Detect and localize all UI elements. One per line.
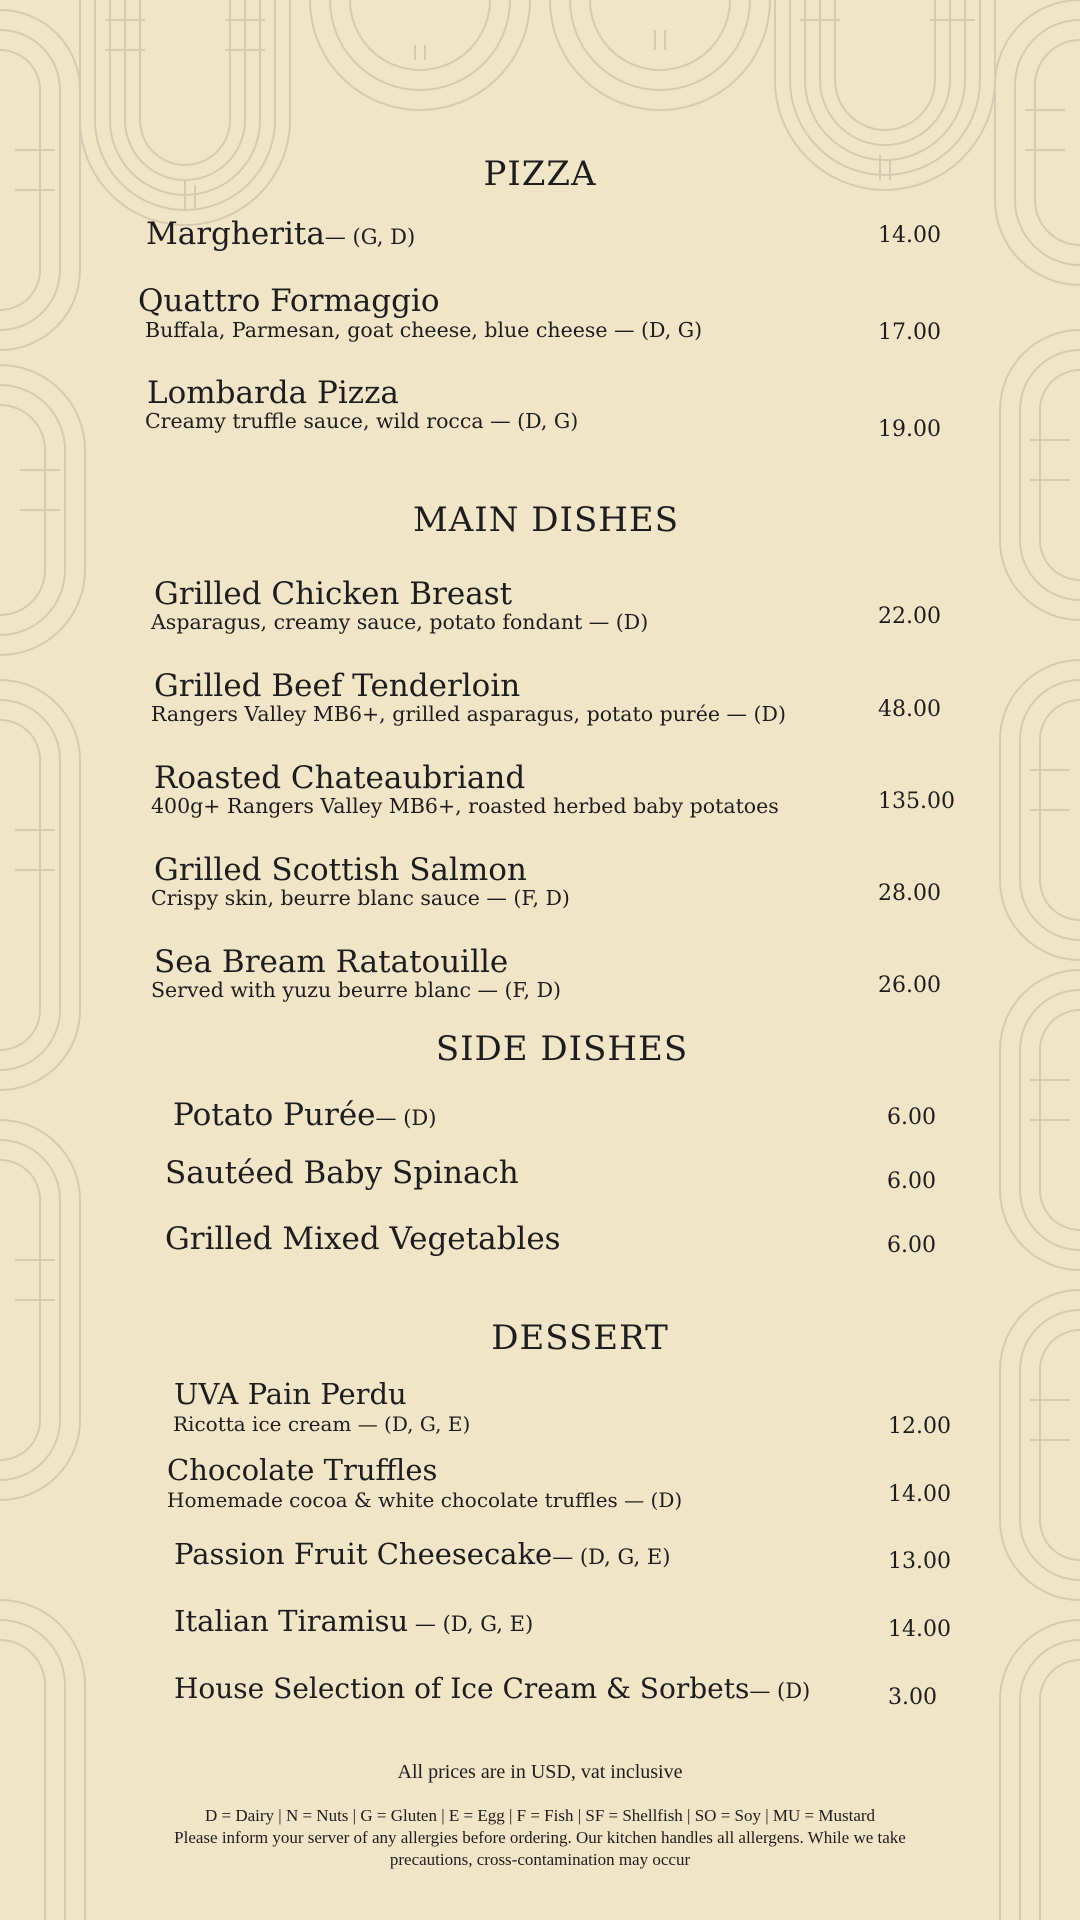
menu-item-name: House Selection of Ice Cream & Sorbets— (D)	[174, 1672, 811, 1705]
allergen-tag: — (D, G, E)	[408, 1612, 534, 1636]
menu-item-name: UVA Pain Perdu	[174, 1377, 407, 1411]
menu-item-description: 400g+ Rangers Valley MB6+, roasted herbed baby potatoes	[151, 794, 779, 818]
menu-item-name: Grilled Mixed Vegetables	[165, 1221, 561, 1257]
menu-item-description: Buffala, Parmesan, goat cheese, blue cheese — (D, G)	[145, 318, 703, 342]
menu-item-name: Potato Purée— (D)	[173, 1097, 437, 1133]
allergen-tag: — (D)	[375, 1106, 437, 1130]
menu-item-description: Crispy skin, beurre blanc sauce — (F, D)	[151, 886, 570, 910]
allergy-notice-line-2: precautions, cross-contamination may occur	[389, 1850, 691, 1869]
menu-item-description: Ricotta ice cream — (D, G, E)	[173, 1412, 471, 1436]
menu-item-price: 14.00	[888, 1617, 951, 1642]
menu-item-price: 17.00	[878, 320, 941, 345]
allergen-tag: — (D)	[749, 1679, 811, 1703]
menu-item-price: 13.00	[888, 1549, 951, 1574]
section-heading-dessert: DESSERT	[491, 1318, 669, 1358]
allergen-legend: D = Dairy | N = Nuts | G = Gluten | E = Egg | F = Fish | SF = Shellfish | SO = Soy | MU = Mustard	[204, 1806, 876, 1825]
menu-item-name: Italian Tiramisu — (D, G, E)	[174, 1604, 534, 1638]
menu-item-price: 28.00	[878, 881, 941, 906]
menu-item-name: Margherita— (G, D)	[146, 216, 416, 252]
menu-item-price: 14.00	[888, 1482, 951, 1507]
allergen-tag: — (D, G, E)	[552, 1545, 671, 1569]
allergen-tag: — (G, D)	[324, 225, 416, 249]
menu-item-name: Passion Fruit Cheesecake— (D, G, E)	[174, 1537, 671, 1571]
menu-item-price: 19.00	[878, 417, 941, 442]
menu-item-name: Lombarda Pizza	[147, 375, 399, 411]
menu-item-price: 22.00	[878, 604, 941, 629]
menu-item-price: 6.00	[887, 1169, 936, 1194]
section-heading-main-dishes: MAIN DISHES	[412, 500, 680, 540]
menu-item-price: 12.00	[888, 1414, 951, 1439]
menu-item-price: 14.00	[878, 223, 941, 248]
menu-item-name: Chocolate Truffles	[167, 1453, 438, 1487]
menu-item-name: Roasted Chateaubriand	[154, 760, 526, 796]
menu-item-price: 6.00	[887, 1233, 936, 1258]
menu-item-name: Sea Bream Ratatouille	[154, 944, 509, 980]
menu-item-description: Creamy truffle sauce, wild rocca — (D, G)	[145, 409, 579, 433]
menu-item-name: Grilled Scottish Salmon	[154, 852, 527, 888]
menu-item-price: 135.00	[878, 789, 955, 814]
section-heading-side-dishes: SIDE DISHES	[435, 1029, 689, 1069]
menu-item-description: Served with yuzu beurre blanc — (F, D)	[151, 978, 562, 1002]
menu-item-description: Rangers Valley MB6+, grilled asparagus, potato purée — (D)	[151, 702, 786, 726]
menu-item-price: 26.00	[878, 973, 941, 998]
menu-item-name: Sautéed Baby Spinach	[165, 1155, 519, 1191]
menu-item-name: Quattro Formaggio	[138, 283, 440, 319]
menu-item-name: Grilled Chicken Breast	[154, 576, 513, 612]
allergy-notice-line-1: Please inform your server of any allergies before ordering. Our kitchen handles all allergens. While we take	[174, 1828, 906, 1847]
menu-item-name: Grilled Beef Tenderloin	[154, 668, 521, 704]
currency-note: All prices are in USD, vat inclusive	[397, 1761, 683, 1783]
menu-item-description: Asparagus, creamy sauce, potato fondant — (D)	[151, 610, 649, 634]
section-heading-pizza: PIZZA	[483, 154, 597, 194]
menu-item-price: 6.00	[887, 1105, 936, 1130]
menu-item-price: 48.00	[878, 697, 941, 722]
menu-item-price: 3.00	[888, 1685, 937, 1710]
menu-item-description: Homemade cocoa & white chocolate truffles — (D)	[167, 1488, 683, 1512]
